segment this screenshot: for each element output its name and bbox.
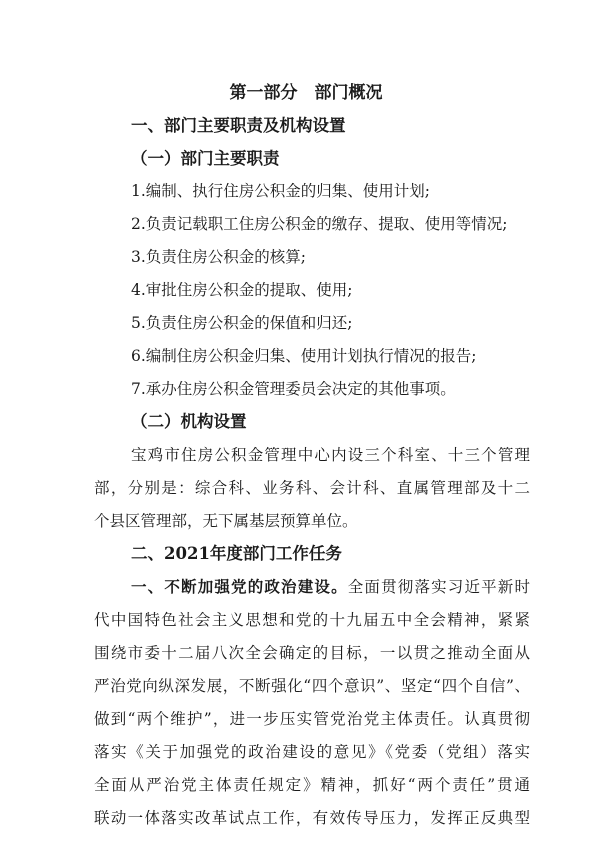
- page-title: 第一部分 部门概况: [229, 83, 383, 103]
- task-line-5: 做到“两个维护”，进一步压实管党治党主体责任。认真贯彻: [94, 710, 530, 728]
- structure-line-2: 部，分别是：综合科、业务科、会计科、直属管理部及十二: [94, 479, 530, 497]
- structure-line-3: 个县区管理部，无下属基层预算单位。: [94, 512, 358, 530]
- task-1-text: 全面贯彻落实习近平新时: [347, 578, 530, 596]
- subsection-heading-structure: （二）机构设置: [131, 412, 247, 431]
- section-heading-1: 一、部门主要职责及机构设置: [131, 116, 346, 135]
- duty-item-1: 1.编制、执行住房公积金的归集、使用计划;: [131, 182, 431, 200]
- task-line-2: 代中国特色社会主义思想和党的十九届五中全会精神，紧紧: [94, 611, 530, 629]
- task-1-title: 一、不断加强党的政治建设。: [131, 577, 348, 596]
- duty-item-3: 3.负责住房公积金的核算;: [131, 248, 307, 266]
- task-line-4: 严治党向纵深发展，不断强化“四个意识”、坚定“四个自信”、: [94, 677, 530, 695]
- task-line-3: 围绕市委十二届八次全会确定的目标，一以贯之推动全面从: [94, 644, 530, 662]
- task-line-1: [131, 576, 530, 598]
- duty-item-6: 6.编制住房公积金归集、使用计划执行情况的报告;: [131, 347, 477, 365]
- duty-item-4: 4.审批住房公积金的提取、使用;: [131, 281, 353, 299]
- task-line-6: 落实《关于加强党的政治建设的意见》《党委（党组）落实: [94, 743, 530, 761]
- structure-line-1: 宝鸡市住房公积金管理中心内设三个科室、十三个管理: [131, 446, 530, 464]
- subsection-heading-duties: （一）部门主要职责: [131, 149, 280, 168]
- task-line-7: 全面从严治党主体责任规定》精神，抓好“两个责任”贯通: [94, 776, 530, 794]
- section-heading-2: 二、2021年度部门工作任务: [131, 544, 342, 563]
- duty-item-5: 5.负责住房公积金的保值和归还;: [131, 314, 353, 332]
- duty-item-7: 7.承办住房公积金管理委员会决定的其他事项。: [131, 380, 456, 398]
- duty-item-2: 2.负责记载职工住房公积金的缴存、提取、使用等情况;: [131, 215, 508, 233]
- task-line-8: 联动一体落实改革试点工作，有效传导压力，发挥正反典型: [94, 809, 530, 827]
